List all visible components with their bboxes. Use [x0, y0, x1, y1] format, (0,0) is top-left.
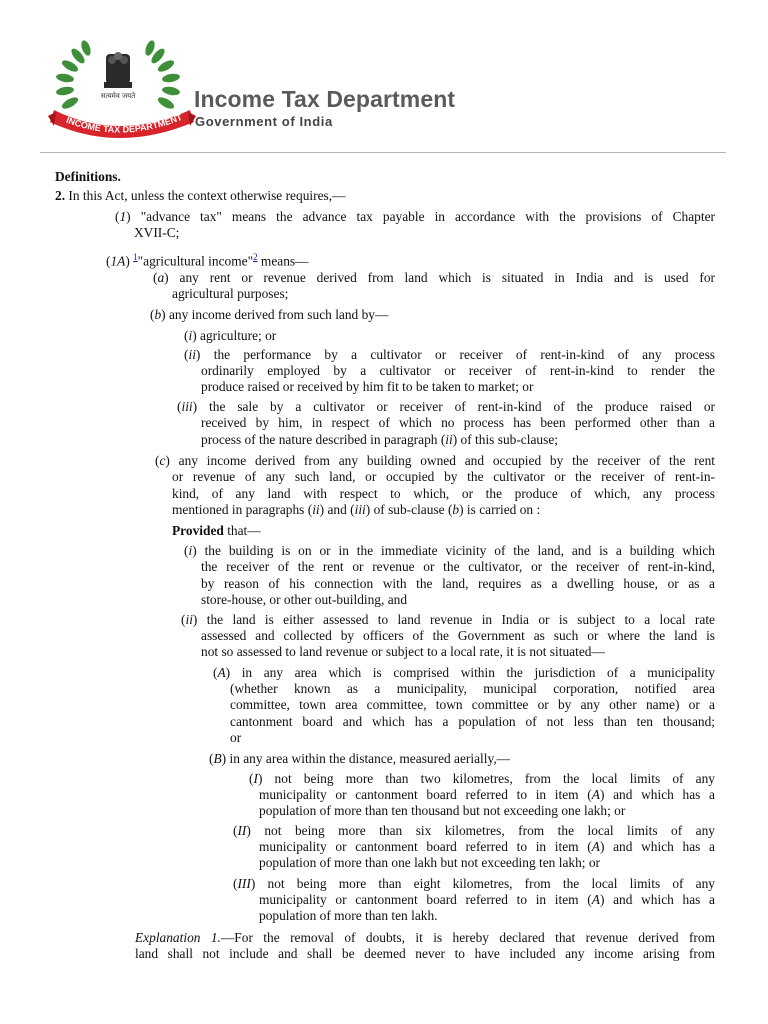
subitem-II-line-3: population of more than one lakh but not exceeding ten lakh; or: [259, 855, 600, 870]
svg-text:सत्यमेव जयते: सत्यमेव जयते: [100, 92, 136, 100]
department-subtitle: Government of India: [195, 114, 333, 129]
clause-1-line-2: XVII-C;: [134, 225, 180, 240]
item-A-line-1: (A) in any area which is comprised within the jurisdiction of a municipality: [213, 665, 715, 680]
subitem-III-line-3: population of more than ten lakh.: [259, 908, 438, 923]
para-b-ii-line-1: (ii) the performance by a cultivator or receiver of rent-in-kind of any process: [184, 347, 715, 362]
subitem-I-line-2: municipality or cantonment board referred to in item (A) and which has a: [259, 787, 715, 802]
subclause-a-line-2: agricultural purposes;: [172, 286, 289, 301]
subitem-I-line-3: population of more than ten thousand but not exceeding one lakh; or: [259, 803, 626, 818]
subclause-b: (b) any income derived from such land by—: [150, 307, 389, 322]
para-b-iii-line-1: (iii) the sale by a cultivator or receiver of rent-in-kind of the produce raised or: [177, 399, 715, 414]
proviso-ii-line-3: not so assessed to land revenue or subject to a local rate, it is not situated—: [201, 644, 605, 659]
para-b-ii-line-3: produce raised or received by him fit to be taken to market; or: [201, 379, 534, 394]
subitem-III-line-1: (III) not being more than eight kilometres, from the local limits of any: [233, 876, 716, 891]
explanation-1-line-2: land shall not include and shall be deemed never to have included any income arising from: [135, 946, 715, 961]
section-heading: Definitions.: [55, 169, 121, 184]
subclause-c-line-2: or revenue of any such land, or occupied by the cultivator or the receiver of rent-in-: [172, 469, 715, 484]
subclause-c-line-3: kind, of any land with respect to which, or the produce of which, any process: [172, 486, 715, 501]
subitem-I-line-1: (I) not being more than two kilometres, from the local limits of any: [249, 771, 715, 786]
subitem-II-line-2: municipality or cantonment board referred to in item (A) and which has a: [259, 839, 715, 854]
proviso-i-line-2: the receiver of the rent or revenue or the cultivator, or the receiver of rent-in-kind,: [201, 559, 715, 574]
proviso-ii-line-1: (ii) the land is either assessed to land revenue in India or is subject to a local rate: [181, 612, 715, 627]
proviso-intro: Provided that—: [172, 523, 261, 538]
subitem-II-line-1: (II) not being more than six kilometres, from the local limits of any: [233, 823, 715, 838]
clause-1A: (1A) $^1$"agricultural income"$^2$ means—: [106, 252, 309, 269]
section-2-intro: 2. In this Act, unless the context otherwise requires,—: [55, 188, 346, 203]
svg-text:INCOME TAX DEPARTMENT: INCOME TAX DEPARTMENT: [64, 111, 184, 135]
clause-1-line-1: (1) "advance tax" means the advance tax payable in accordance with the provisions of Chapter: [115, 209, 715, 224]
item-A-line-2: (whether known as a municipality, municipal corporation, notified area: [230, 681, 715, 696]
proviso-i-line-4: store-house, or other out-building, and: [201, 592, 408, 607]
footnote-link-2[interactable]: 2: [253, 252, 258, 262]
proviso-ii-line-2: assessed and collected by officers of the Government as such or where the land is: [201, 628, 715, 643]
para-b-iii-line-2: received by him, in respect of which no process has been performed other than a: [201, 415, 715, 430]
footnote-link-1[interactable]: 1: [133, 252, 138, 262]
explanation-1-line-1: Explanation 1.—For the removal of doubts, it is hereby declared that revenue derived from: [135, 930, 715, 945]
subclause-c-line-4: mentioned in paragraphs (ii) and (iii) of sub-clause (b) is carried on :: [172, 502, 541, 517]
para-b-iii-line-3: process of the nature described in paragraph (ii) of this sub-clause;: [201, 432, 558, 447]
subitem-III-line-2: municipality or cantonment board referred to in item (A) and which has a: [259, 892, 715, 907]
para-b-i: (i) agriculture; or: [184, 328, 277, 343]
department-title: Income Tax Department: [194, 86, 456, 112]
item-A-line-4: cantonment board and which has a population of not less than ten thousand;: [230, 714, 715, 729]
item-A-line-3: committee, town area committee, town committee or by any other name) or a: [230, 697, 715, 712]
proviso-i-line-3: by reason of his connection with the land, requires as a dwelling house, or as a: [201, 576, 715, 591]
para-b-ii-line-2: ordinarily employed by a cultivator or receiver of rent-in-kind to render the: [201, 363, 715, 378]
subclause-a-line-1: (a) any rent or revenue derived from land which is situated in India and is used for: [153, 270, 715, 285]
item-B: (B) in any area within the distance, measured aerially,—: [209, 751, 511, 766]
proviso-i-line-1: (i) the building is on or in the immediate vicinity of the land, and is a building which: [184, 543, 715, 558]
subclause-c-line-1: (c) any income derived from any building owned and occupied by the receiver of the rent: [155, 453, 716, 468]
item-A-line-5: or: [230, 730, 242, 745]
